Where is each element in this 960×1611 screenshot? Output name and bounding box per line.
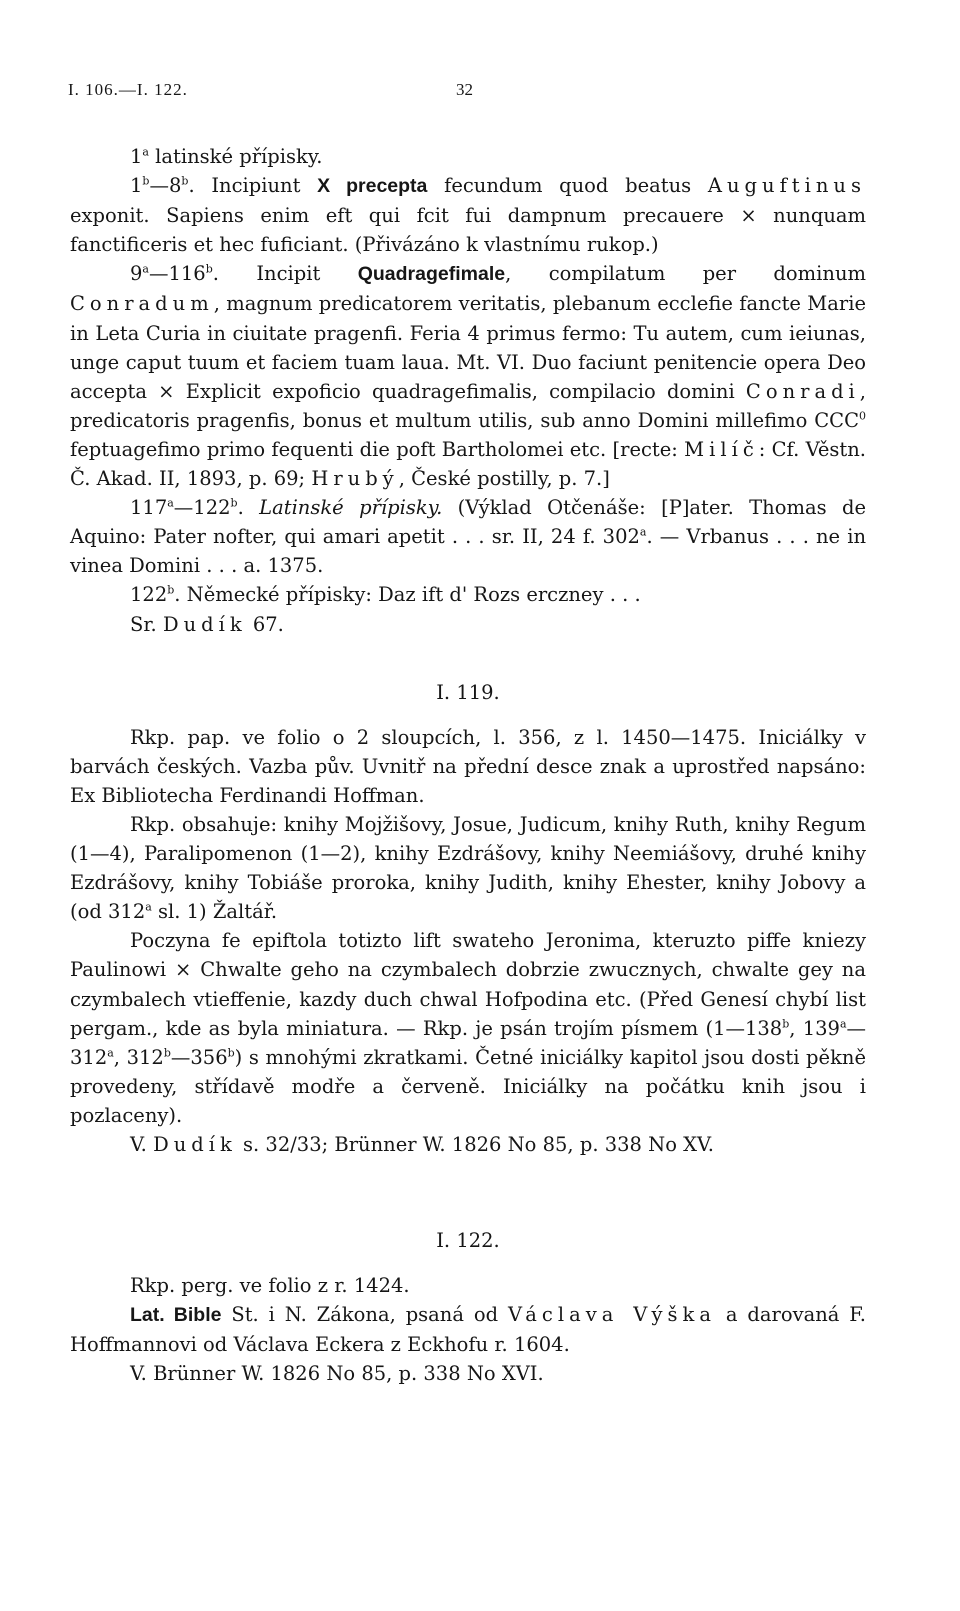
text: St. i N. Zákona, psaná od [221,1303,508,1327]
superscript: 0 [859,409,866,423]
text: , compilatum per dominum [505,262,866,286]
text: exponit. Sapiens enim eft qui fcit fui dampnum precauere × nunquam fanctificeris et hec fuficiant. (Přivázáno k vlastnímu rukop.) [70,204,866,257]
folio-range: —8 [149,174,182,198]
text: feptuagefimo primo fequenti die poft Bartholomei etc. [recte: [70,437,685,461]
spaced-name: Milíč [684,437,759,461]
text: a darovaná F. Hoffmannovi od Václava Eckera z Eckhofu r. 1604. [70,1303,866,1357]
superscript: a [145,900,152,914]
folio: 1 [130,174,143,198]
text: , 139 [789,1016,840,1040]
superscript: b [163,1046,171,1060]
folio-sup: b [181,174,189,188]
paragraph-i119-contents [70,810,866,926]
folio-sup: b [167,583,175,597]
paragraph-1b-8b [70,171,866,259]
page-header-range: I. 106.—I. 122. [68,80,188,99]
bold-title: Lat. Bible [130,1304,222,1327]
text: ) s mnohými zkratkami. Četné iniciálky kapitol jsou dosti pěkně provedeny, střídavě modře a červeně. Iniciálky na počátku knih jsou i pozlaceny). [70,1045,866,1127]
text: Sr. [130,612,163,636]
text: , 312 [113,1045,164,1069]
paragraph-i122-bible [70,1300,866,1359]
paragraph-sr-dudik [70,610,866,639]
spaced-name: Hrubý [311,467,399,491]
superscript: b [227,1046,235,1060]
spaced-name: Conradi [745,379,860,403]
folio-sup: a [142,145,149,159]
text: latinské přípisky. [148,145,323,168]
text: —356 [170,1045,228,1069]
bold-title: X precepta [317,175,428,198]
paragraph-i119-references [70,1130,866,1159]
spaced-name: Václava Výška [508,1303,716,1327]
spaced-name: Auguftinus [707,174,866,198]
folio: 9 [130,262,143,286]
paragraph-i122-references: V. Brünner W. 1826 No 85, p. 338 No XVI. [130,1362,544,1386]
page-number: 32 [456,80,473,99]
folio-sup: a [167,496,174,510]
folio-sup: b [205,262,213,276]
text: . Incipit [212,262,358,286]
text: . — Vrbanus . . . ne in vinea Domini . . . a. 1375. [70,525,867,578]
paragraph-i122-description: Rkp. perg. ve folio z r. 1424. [130,1274,410,1298]
spaced-name: Conradum [70,292,214,316]
text: , predicatoris pragenfis, bonus et multum utilis, sub anno Domini millefimo CCC [70,379,866,432]
folio-sup: b [142,174,150,188]
text: . Německé přípisky: Daz ift d' Rozs erczney . . . [174,583,641,607]
text: . [237,496,260,520]
paragraph-117a-122b [70,493,866,580]
spaced-name: Dudík [153,1133,237,1156]
text: sl. 1) Žaltář. [151,900,278,924]
text: (Výklad Otčenáše: [P]ater. Thomas de Aquino: Pater nofter, qui amari apetit . . . sr. II, 24 f. 302 [70,496,866,549]
section-title-i-119: I. 119. [436,680,500,704]
folio: 1 [130,145,143,168]
folio: 122 [130,583,168,607]
superscript: a [639,525,647,539]
spaced-name: Dudík [162,612,247,636]
text: : Cf. Věstn. Č. Akad. II, 1893, p. 69; [70,437,866,491]
text: . Incipiunt [188,174,318,198]
paragraph-1a [70,142,866,171]
folio-range: —122 [173,496,231,520]
paragraph-i119-description: Rkp. pap. ve folio o 2 sloupcích, l. 356, z l. 1450—1475. Iniciálky v barvách českých. Vazba pův. Uvnitř na přední desce znak a uprostřed napsáno: Ex Bibliotecha Ferdinandi Hoffman. [70,725,866,807]
text: fecundum quod beatus [427,174,708,198]
italic-text: Latinské přípisky. [259,496,443,520]
folio-range: —116 [148,262,206,286]
text: Rkp. obsahuje: knihy Mojžišovy, Josue, Judicum, knihy Ruth, knihy Regum (1—4), Paralipomenon (1—2), knihy Ezdrášovy, knihy Neemiášovy, druhé knihy Ezdrášovy, knihy Tobiáše proroka, knihy Judith, knihy Ehester, knihy Jobovy a (od 312 [70,812,866,924]
bold-title: Quadragefimale [357,263,506,286]
paragraph-i119-incipit [70,926,866,1130]
folio: 117 [130,496,168,520]
superscript: a [107,1046,114,1060]
text: s. 32/33; Brünner W. 1826 No 85, p. 338 No XV. [236,1133,714,1156]
section-title-i-122: I. 122. [436,1229,500,1253]
document-body [70,142,866,1389]
superscript: a [839,1017,847,1031]
superscript: b [782,1017,790,1031]
text: Poczyna fe epiftola totizto lift swateho Jeronima, kteruzto piffe kniezy Paulinowi × Chwalte geho na czymbalech dobrzie zwucznych, chwalte gey na czymbalech vtieffenie, kazdy duch chwal Hofpodina etc. (Před Genesí chybí list pergam., kde as byla miniatura. — Rkp. je psán trojím písmem (1—138 [70,929,866,1040]
folio-sup: a [142,262,149,276]
text: 67. [246,612,284,636]
paragraph-122b [70,580,866,609]
folio-sup: b [230,496,238,510]
paragraph-9a-116b [70,259,866,493]
text: , České postilly, p. 7.] [398,467,610,491]
text: —312 [70,1016,866,1069]
text: , magnum predicatorem veritatis, plebanum ecclefie fancte Marie in Leta Curia in ciuitate pragenfi. Feria 4 primus fermo: Tu autem, cum ieiunas, unge caput tuum et faciem tuam laua. Mt. VI. Duo faciunt penitencie opera Deo accepta × Explicit expoficio quadragefimalis, compilacio domini [70,292,866,403]
text: V. [130,1133,154,1156]
